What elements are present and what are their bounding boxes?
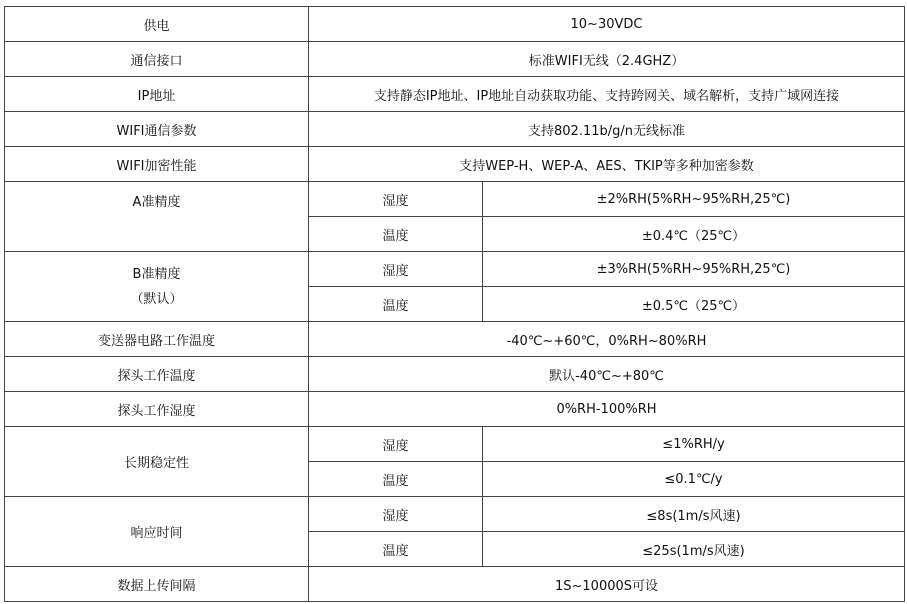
row-label-power: 供电 xyxy=(5,7,309,42)
response-temperature-value: ≤25s(1m/s风速) xyxy=(483,532,905,567)
row-label-wifi-params: WIFI通信参数 xyxy=(5,112,309,147)
row-value-ip: 支持静态IP地址、IP地址自动获取功能、支持跨网关、域名解析，支持广域网连接 xyxy=(309,77,905,112)
accuracy-a-temperature-value: ±0.4℃（25℃） xyxy=(483,217,905,252)
table-row xyxy=(5,77,905,112)
row-value-upload-interval: 1S~10000S可设 xyxy=(309,567,905,602)
row-value-wifi-encryption: 支持WEP-H、WEP-A、AES、TKIP等多种加密参数 xyxy=(309,147,905,182)
table-row xyxy=(5,497,905,532)
stability-humidity-value: ≤1%RH/y xyxy=(483,427,905,462)
stability-temperature-label: 温度 xyxy=(309,462,483,497)
accuracy-a-humidity-label: 湿度 xyxy=(309,182,483,217)
accuracy-b-humidity-value: ±3%RH(5%RH~95%RH,25℃) xyxy=(483,252,905,287)
accuracy-b-label-line2: （默认） xyxy=(130,291,183,307)
accuracy-b-temperature-label: 温度 xyxy=(309,287,483,322)
stability-temperature-value: ≤0.1℃/y xyxy=(483,462,905,497)
row-value-probe-temp: 默认-40℃~+80℃ xyxy=(309,357,905,392)
accuracy-a-humidity-value: ±2%RH(5%RH~95%RH,25℃) xyxy=(483,182,905,217)
table-row xyxy=(5,7,905,42)
response-temperature-label: 温度 xyxy=(309,532,483,567)
spec-table xyxy=(4,6,905,602)
accuracy-b-label xyxy=(5,252,309,322)
table-row xyxy=(5,427,905,462)
row-value-probe-humidity: 0%RH-100%RH xyxy=(309,392,905,427)
table-row xyxy=(5,567,905,602)
accuracy-b-label-line1: B准精度 xyxy=(132,266,181,282)
table-row xyxy=(5,357,905,392)
table-row xyxy=(5,147,905,182)
response-label: 响应时间 xyxy=(5,497,309,567)
row-label-interface: 通信接口 xyxy=(5,42,309,77)
accuracy-a-label: A准精度 xyxy=(5,182,309,252)
table-row xyxy=(5,322,905,357)
row-value-interface: 标准WIFI无线（2.4GHZ） xyxy=(309,42,905,77)
table-row xyxy=(5,182,905,217)
row-label-probe-humidity: 探头工作湿度 xyxy=(5,392,309,427)
table-row xyxy=(5,42,905,77)
accuracy-b-humidity-label: 湿度 xyxy=(309,252,483,287)
row-value-power: 10~30VDC xyxy=(309,7,905,42)
response-humidity-value: ≤8s(1m/s风速) xyxy=(483,497,905,532)
table-row xyxy=(5,392,905,427)
row-label-ip: IP地址 xyxy=(5,77,309,112)
row-value-wifi-params: 支持802.11b/g/n无线标准 xyxy=(309,112,905,147)
stability-label: 长期稳定性 xyxy=(5,427,309,497)
row-label-wifi-encryption: WIFI加密性能 xyxy=(5,147,309,182)
table-row xyxy=(5,252,905,287)
table-row xyxy=(5,112,905,147)
accuracy-a-temperature-label: 温度 xyxy=(309,217,483,252)
stability-humidity-label: 湿度 xyxy=(309,427,483,462)
response-humidity-label: 湿度 xyxy=(309,497,483,532)
accuracy-b-temperature-value: ±0.5℃（25℃） xyxy=(483,287,905,322)
row-value-circuit-temp: -40℃~+60℃，0%RH~80%RH xyxy=(309,322,905,357)
row-label-upload-interval: 数据上传间隔 xyxy=(5,567,309,602)
row-label-probe-temp: 探头工作温度 xyxy=(5,357,309,392)
row-label-circuit-temp: 变送器电路工作温度 xyxy=(5,322,309,357)
